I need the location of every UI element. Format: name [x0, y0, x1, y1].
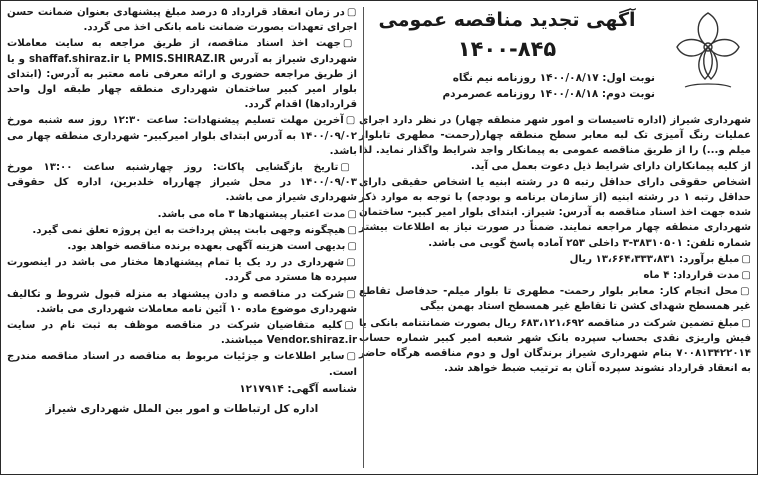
tender-number: ۱۴۰۰-۸۴۵ [457, 37, 557, 61]
publication-round-1: نوبت اول: ۱۴۰۰/۰۸/۱۷ روزنامه نیم نگاه [452, 72, 655, 84]
shaffaf-site-link[interactable]: shaffaf.shiraz.ir [28, 53, 120, 65]
issuer-footer: اداره کل ارتباطات و امور بین الملل شهرداری شیراز [45, 402, 319, 415]
validity-item: ▢مدت اعتبار پیشنهادها ۳ ماه می باشد. [157, 208, 357, 220]
other-info-item: ▢سایر اطلاعات و جزئیات مربوط به مناقصه در اسناد مناقصه مندرج است. [7, 351, 357, 378]
checkbox-bullet-icon: ▢ [342, 38, 357, 50]
duration-item: ▢مدت قرارداد: ۴ ماه [643, 270, 751, 282]
pmis-site-link[interactable]: PMIS.SHIRAZ.IR [134, 53, 226, 65]
ad-title: آگهی تجدید مناقصه عمومی [378, 9, 636, 31]
shiraz-municipality-logo-icon [665, 7, 751, 93]
left-column [7, 5, 357, 471]
eligibility-paragraph: اشخاص حقوقی دارای حداقل رتبه ۵ در رشته ابنیه یا اشخاص حقیقی دارای حداقل رتبه ۱ در رشته ابنیه (از سازمان برنامه و بودجه) با توجه به موارد ذکر شده جهت اخذ اسناد مناقصه به آدرس: شیراز. ابتدای بلوار امیر کبیر- ساختمان شهرداری منطقه چهار مراجعه نمایند. ضمناً در صورت نیاز به اطلاعات بیشتر شماره تلفن: ۳۸۳۱۰۵۰۱-۳ داخلی ۲۵۳ آماده پاسخ گویی می باشد. [359, 176, 752, 249]
location-item: ▢محل انجام کار: معابر بلوار رحمت- مطهری تا بلوار میلم- حدفاصل تقاطع غیر همسطح شهدای کشن تا تقاطع غیر همسطح استاد بهمن بیگی [359, 286, 751, 313]
registration-item: ▢کلیه متقاضیان شرکت در مناقصه موظف به ثبت نام در سایت Vendor.shiraz.ir میباشند. [7, 320, 357, 347]
column-divider [363, 7, 364, 468]
checkbox-bullet-icon: ▢ [739, 286, 751, 298]
prepayment-item: ▢هیچگونه وجهی بابت پیش پرداخت به این پروژه تعلق نمی گیرد. [32, 224, 357, 236]
acceptance-item: ▢شرکت در مناقصه و دادن پیشنهاد به منزله قبول شروط و تکالیف شهرداری موضوع ماده ۱۰ آئین نامه معاملات شهرداری می باشد. [7, 288, 357, 315]
rejection-item: ▢شهرداری در رد یک یا تمام پیشنهادها مختار می باشد در اینصورت سپرده ها مسترد می گردد. [7, 257, 357, 284]
checkbox-bullet-icon: ▢ [347, 224, 357, 236]
checkbox-bullet-icon: ▢ [346, 257, 357, 269]
performance-guarantee-item: ▢در زمان انعقاد قرارداد ۵ درصد مبلغ پیشنهادی بعنوان ضمانت حسن اجرای تعهدات بصورت ضمانت نامه بانکی اخذ می گردد. [7, 7, 357, 34]
ad-code: شناسه آگهی: ۱۲۱۷۹۱۴ [239, 382, 357, 395]
checkbox-bullet-icon: ▢ [347, 208, 357, 220]
intro-paragraph: شهرداری شیراز (اداره تاسیسات و امور شهر منطقه چهار) در نظر دارد اجرای عملیات رنگ آمیزی تک لبه معابر سطح منطقه چهار(رحمت- مطهری تابلوار میلم و...) را از طریق مناقصه عمومی به پیمانکار واجد شرایط واگذار نماید. لذا از کلیه پیمانکاران دارای شرایط ذیل دعوت بعمل می آید. [359, 115, 751, 172]
deadline-item: ▢آخرین مهلت تسلیم پیشنهادات: ساعت ۱۲:۳۰ روز سه شنبه مورخ ۱۴۰۰/۰۹/۰۲ به آدرس ابتدای بلوار امیرکبیر- شهرداری منطقه چهار می باشد. [7, 115, 357, 157]
budget-item: ▢مبلغ برآورد: ۱۳،۶۶۴،۳۳۳،۸۳۱ ریال [569, 253, 751, 265]
checkbox-bullet-icon: ▢ [346, 7, 357, 18]
vendor-site-link[interactable]: Vendor.shiraz.ir [266, 335, 357, 347]
ad-cost-item: ▢بدیهی است هزینه آگهی بعهده برنده مناقصه خواهد بود. [67, 241, 357, 253]
right-column [359, 5, 751, 471]
checkbox-bullet-icon: ▢ [344, 320, 357, 332]
guarantee-item: ▢مبلغ تضمین شرکت در مناقصه ۶۸۳،۱۲۱،۶۹۲ ریال بصورت ضمانتنامه بانکی یا فیش واریزی نقدی بحساب سپرده بانک شهر شعبه امیر کبیر شماره حساب ۷۰۰۸۱۳۴۲۲۰۱۴ بنام شهرداری شیراز برندگان اول و دوم مناقصه هرگاه حاضر به انعقاد قرارداد نشوند سپرده آنان به ترتیب ضبط خواهد شد. [359, 317, 751, 375]
checkbox-bullet-icon: ▢ [346, 351, 357, 363]
documents-item: ▢جهت اخذ اسناد مناقصه، از طریق مراجعه به سایت معاملات شهرداری شیراز به آدرس PMIS.SHIRAZ.IR یا shaffaf.shiraz.ir و یا از طریق مراجعه حضوری و ارائه معرفی نامه معتبر به آدرس: (ابتدای بلوار امیر کبیر ساختمان شهرداری منطقه چهار طبقه اول واحد قراردادها) اقدام گردد. [7, 38, 358, 111]
ad-header [359, 5, 751, 113]
publication-round-2: نوبت دوم: ۱۴۰۰/۰۸/۱۸ روزنامه عصرمردم [442, 88, 655, 100]
checkbox-bullet-icon: ▢ [340, 162, 357, 174]
checkbox-bullet-icon: ▢ [345, 115, 357, 127]
opening-date-item: ▢تاریخ بازگشایی پاکات: روز چهارشنبه ساعت ۱۳:۰۰ مورخ ۱۴۰۰/۰۹/۰۳ در محل شیراز چهارراه خلدبرین، اداره کل حقوقی شهرداری شیراز می باشد. [7, 162, 357, 204]
checkbox-bullet-icon: ▢ [347, 241, 357, 253]
checkbox-bullet-icon: ▢ [741, 317, 751, 329]
checkbox-bullet-icon: ▢ [741, 253, 751, 265]
checkbox-bullet-icon: ▢ [741, 270, 751, 282]
checkbox-bullet-icon: ▢ [346, 288, 357, 300]
